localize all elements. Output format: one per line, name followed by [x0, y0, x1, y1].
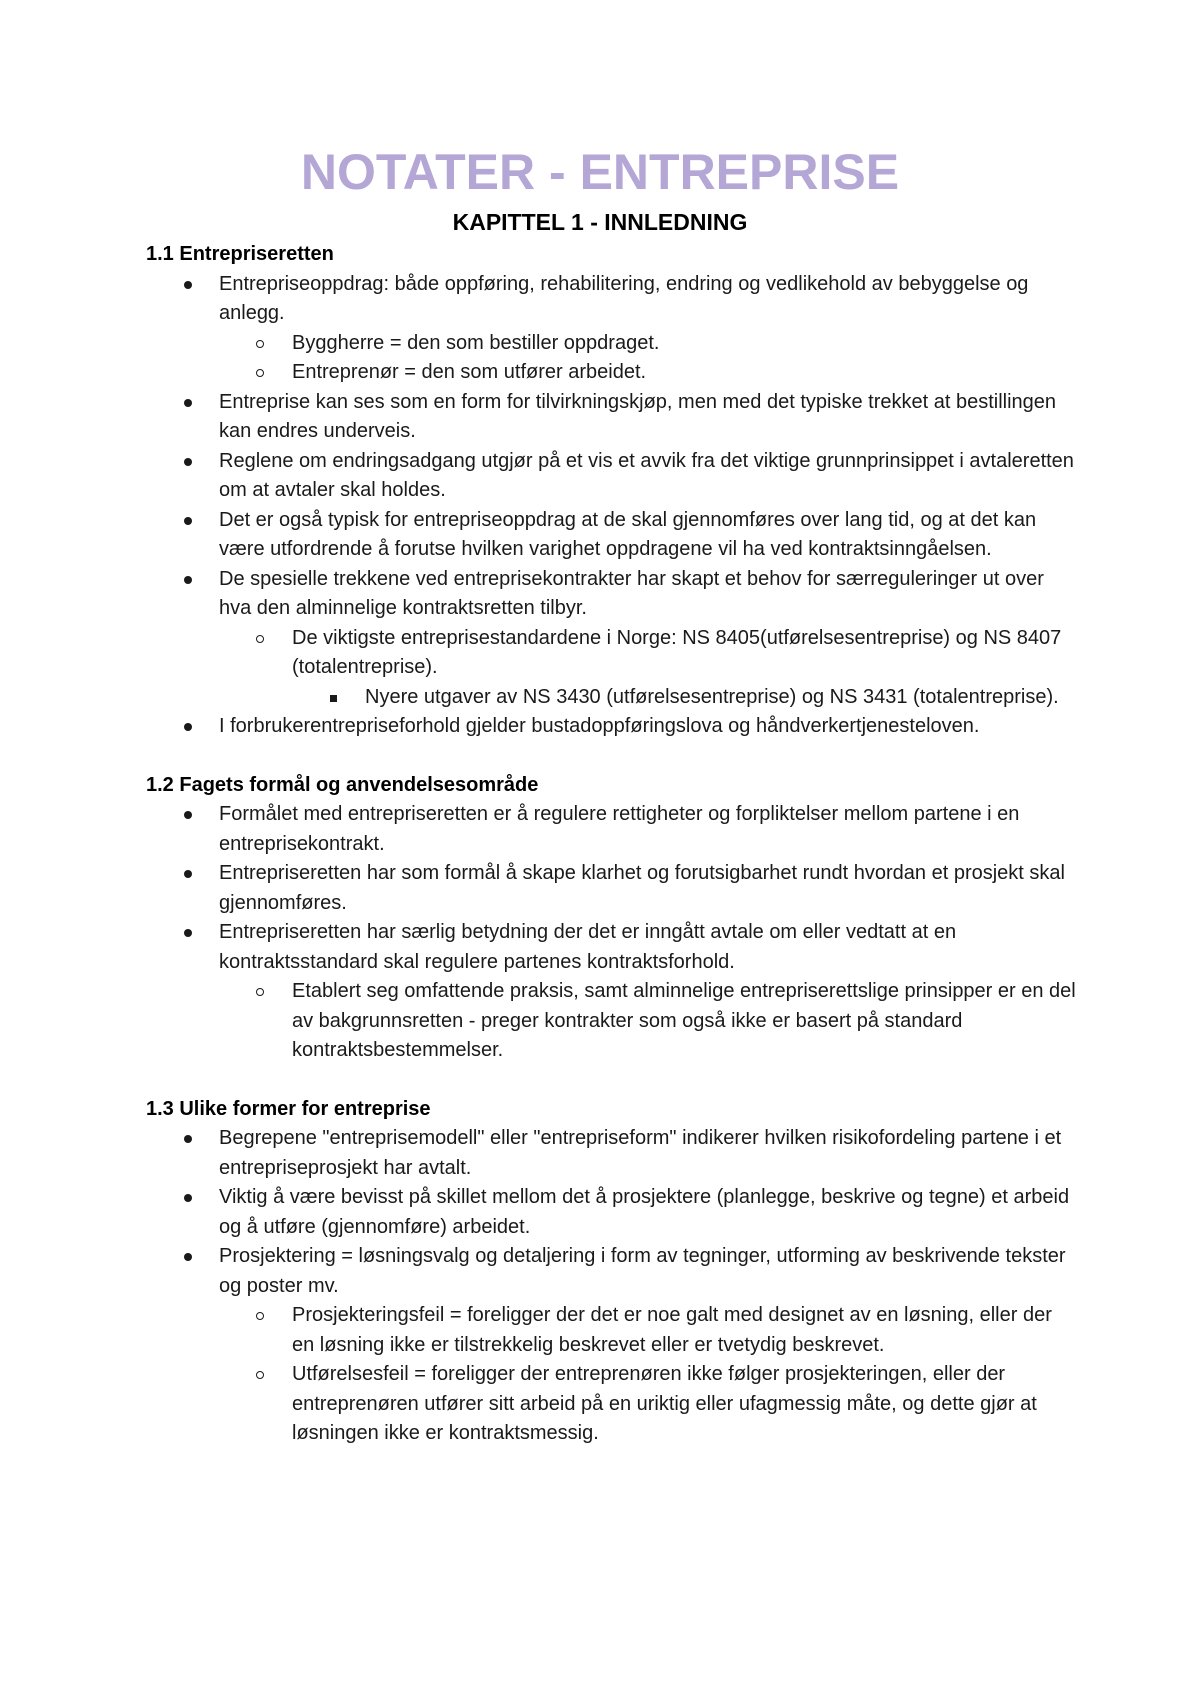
section-heading: 1.2 Fagets formål og anvendelsesområde — [146, 773, 539, 796]
list-item — [292, 977, 1076, 1066]
list-item-text: Det er også typisk for entrepriseoppdrag at de skal gjennomføres over lang tid, og at det kan være utfordrende å forutse hvilken varighet oppdragene vil ha ved kontraktsinngåelsen. — [219, 508, 1037, 560]
list-item — [365, 683, 1076, 713]
bullet-disc-icon — [184, 723, 192, 731]
list-item — [219, 918, 1076, 977]
list-item-text: De spesielle trekkene ved entreprisekontrakter har skapt et behov for særreguleringer ut over hva den alminnelige kontraktsretten tilbyr. — [219, 567, 1044, 619]
list-item-text: Entrepriseretten har som formål å skape klarhet og forutsigbarhet rundt hvordan et prosjekt skal gjennomføres. — [219, 862, 1065, 914]
bullet-disc-icon — [184, 399, 192, 407]
bullet-circle-icon — [256, 1312, 264, 1320]
list-item-text: Begrepene "entreprisemodell" eller "entrepriseform" indikerer hvilken risikofordeling partene i et entrepriseprosjekt har avtalt. — [219, 1127, 1062, 1179]
section-1-1 — [146, 240, 1076, 742]
bullet-circle-icon — [256, 369, 264, 377]
list-item-text: Entrepriseretten har særlig betydning der det er inngått avtale om eller vedtatt at en kontraktsstandard skal regulere partenes kontraktsforhold. — [219, 921, 957, 973]
list-item-text: Entrepriseoppdrag: både oppføring, rehabilitering, endring og vedlikehold av bebyggelse og anlegg. — [219, 272, 1029, 324]
bullet-circle-icon — [256, 635, 264, 643]
list-item-text: Etablert seg omfattende praksis, samt alminnelige entrepriserettslige prinsipper er en del av bakgrunnsretten - preger kontrakter som også ikke er basert på standard kontraktsbestemmelser. — [292, 980, 1076, 1061]
section-1-3 — [146, 1095, 1076, 1449]
list-item — [292, 329, 1076, 359]
list-item — [219, 565, 1076, 624]
list-item — [292, 358, 1076, 388]
list-item — [219, 1242, 1076, 1301]
bullet-square-icon — [330, 695, 337, 702]
bullet-disc-icon — [184, 1253, 192, 1261]
list-item — [219, 800, 1076, 859]
bullet-list — [146, 270, 1076, 742]
bullet-circle-icon — [256, 988, 264, 996]
list-item-text: Formålet med entrepriseretten er å regulere rettigheter og forpliktelser mellom partene i en entreprisekontrakt. — [219, 803, 1020, 855]
list-item-text: Entreprise kan ses som en form for tilvirkningskjøp, men med det typiske trekket at bestillingen kan endres underveis. — [219, 390, 1057, 442]
bullet-disc-icon — [184, 576, 192, 584]
list-item-text: I forbrukerentrepriseforhold gjelder bustadoppføringslova og håndverkertjenesteloven. — [219, 715, 980, 737]
bullet-disc-icon — [184, 281, 192, 289]
section-1-2 — [146, 771, 1076, 1066]
list-item-text: De viktigste entreprisestandardene i Norge: NS 8405(utførelsesentreprise) og NS 8407 (totalentreprise). — [292, 626, 1062, 678]
list-item — [292, 1360, 1076, 1449]
document-body — [146, 240, 1076, 1449]
list-item — [219, 712, 1076, 742]
bullet-list — [146, 800, 1076, 1066]
bullet-disc-icon — [184, 929, 192, 937]
bullet-disc-icon — [184, 811, 192, 819]
bullet-disc-icon — [184, 870, 192, 878]
list-item-text: Utførelsesfeil = foreligger der entreprenøren ikke følger prosjekteringen, eller der entreprenøren utfører sitt arbeid på en uriktig eller ufagmessig måte, og dette gjør at løsningen ikke er kontraktsmessig. — [292, 1363, 1037, 1444]
bullet-disc-icon — [184, 517, 192, 525]
bullet-disc-icon — [184, 458, 192, 466]
bullet-circle-icon — [256, 1371, 264, 1379]
section-heading: 1.3 Ulike former for entreprise — [146, 1097, 431, 1120]
list-item-text: Byggherre = den som bestiller oppdraget. — [292, 331, 660, 354]
list-item — [219, 388, 1076, 447]
document-title: NOTATER - ENTREPRISE — [300, 144, 900, 200]
list-item — [219, 1124, 1076, 1183]
list-item — [219, 447, 1076, 506]
chapter-title: KAPITTEL 1 - INNLEDNING — [452, 209, 748, 235]
section-heading: 1.1 Entrepriseretten — [146, 243, 334, 265]
list-item — [292, 1301, 1076, 1360]
bullet-list — [146, 1124, 1076, 1449]
list-item — [292, 624, 1076, 683]
list-item-text: Nyere utgaver av NS 3430 (utførelsesentreprise) og NS 3431 (totalentreprise). — [365, 685, 1059, 708]
list-item-text: Prosjekteringsfeil = foreligger der det er noe galt med designet av en løsning, eller der en løsning ikke er tilstrekkelig beskrevet eller er tvetydig beskrevet. — [292, 1304, 1052, 1356]
bullet-circle-icon — [256, 340, 264, 348]
list-item — [219, 1183, 1076, 1242]
list-item-text: Reglene om endringsadgang utgjør på et vis et avvik fra det viktige grunnprinsippet i avtaleretten om at avtaler skal holdes. — [219, 449, 1074, 501]
list-item-text: Prosjektering = løsningsvalg og detaljering i form av tegninger, utforming av beskrivende tekster og poster mv. — [219, 1245, 1066, 1297]
list-item — [219, 859, 1076, 918]
list-item — [219, 270, 1076, 329]
list-item-text: Viktig å være bevisst på skillet mellom det å prosjektere (planlegge, beskrive og tegne) et arbeid og å utføre (gjennomføre) arbeidet. — [219, 1186, 1070, 1238]
list-item — [219, 506, 1076, 565]
list-item-text: Entreprenør = den som utfører arbeidet. — [292, 361, 647, 383]
bullet-disc-icon — [184, 1194, 192, 1202]
bullet-disc-icon — [184, 1135, 192, 1143]
